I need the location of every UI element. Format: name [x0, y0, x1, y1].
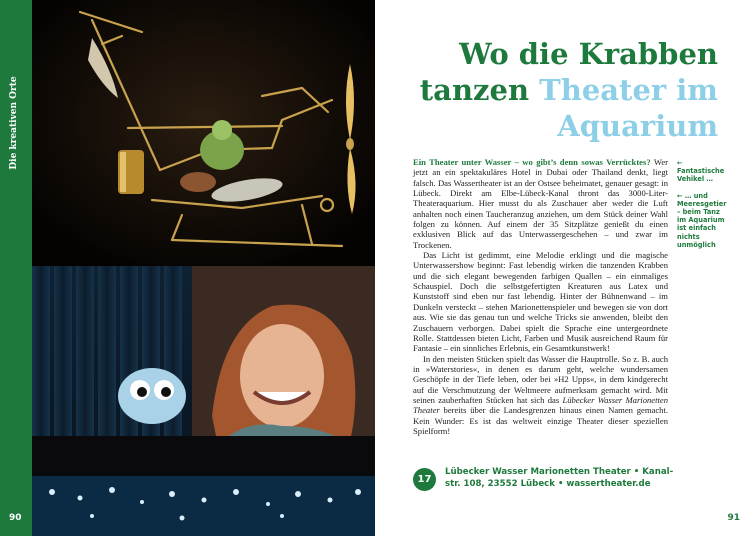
- headline-part-3: Theater im: [539, 73, 718, 107]
- article-headline: [398, 36, 718, 144]
- address-line-2: str. 108, 23552 Lübeck • wassertheater.de: [445, 478, 651, 489]
- location-address: [445, 467, 675, 490]
- body-paragraph-3: [413, 354, 668, 437]
- headline-line-3: [398, 108, 718, 144]
- body-paragraph-2: Das Licht ist gedimmt, eine Melodie erklingt und die magische Unterwassershow beginnt: Fast lebendig wirken die tanzenden Krabben und die sich elegant bewegenden farbigen Quallen – ein einmaliges Schauspiel. Doch die selbstgefertigten Kreaturen aus Latex und Kunststoff sind eben nur fast lebendig. Hinter der Bühnenwand – im Dunkeln versteckt – stehen Marionettenspieler und bewegen sie von dort aus. Wie sie das genau tun und welche Tricks sie anwenden, bleibt den Zuschauern verborgen. Dabei spielt die Sprache eine untergeordnete Rolle. Stattdessen bieten Licht, Farben und Musik ausreichend Raum für Fantasie – ein sinnliches Erlebnis, ein Gesamtkunstwerk!: [413, 250, 668, 354]
- right-page: [375, 0, 750, 536]
- body-text-3-end: bereits über die Landesgrenzen hinaus einen Namen gemacht. Kein Wunder: Es ist das weltweit einzige Theater dieser speziellen Spielform!: [413, 405, 668, 436]
- puppeteer-illustration: [32, 266, 375, 536]
- address-line-1: Lübecker Wasser Marionetten Theater • Kanal-: [445, 467, 674, 477]
- page-number-right: 91: [727, 513, 740, 523]
- article-body: [413, 157, 668, 436]
- headline-part-2: tanzen: [419, 73, 530, 107]
- photo-captions: [677, 159, 727, 257]
- headline-line-2: [398, 72, 718, 108]
- marionette-vehicle-illustration: [32, 0, 375, 266]
- section-label: Die kreativen Orte: [9, 76, 19, 170]
- body-text-3-emphasis: Lübecker Wasser Marionetten Theater: [413, 394, 668, 416]
- location-number-badge: 17: [413, 468, 436, 491]
- body-text-1: Wer jetzt an ein spektakuläres Hotel in Dubai oder Thailand denkt, liegt falsch. Das Wassertheater ist an der Ostsee beheimatet, genauer gesagt: in Lübeck. Direkt am Elbe-Lübeck-Kanal thront das 3000-Liter-Theateraquarium. Hier musst du als Zuschauer aber weder die Luft anhalten noch einen Taucheranzug anziehen, um dem Stück deiner Wahl folgen zu können. Auf einem der 35 Sitzplätze genießt du einen exklusiven Blick auf das Unterwassergeschehen – und zwar im Trockenen.: [413, 157, 668, 250]
- headline-part-1: Wo die Krabben: [459, 37, 718, 71]
- headline-line-1: [398, 36, 718, 72]
- location-info: [413, 468, 713, 498]
- photo-puppeteer: [32, 266, 375, 536]
- lead-question: Ein Theater unter Wasser – wo gibt’s denn sowas Verrücktes?: [413, 157, 651, 167]
- green-side-strip: [0, 0, 32, 536]
- caption-1: ← Fantastische Vehikel …: [677, 159, 725, 184]
- headline-part-4: Aquarium: [557, 109, 718, 143]
- body-paragraph-1: [413, 157, 668, 250]
- caption-2: ← … und Meeresgetier – beim Tanz im Aquarium ist einfach nichts unmöglich: [677, 191, 727, 249]
- photo-marionette-vehicle: [32, 0, 375, 266]
- body-text-3-start: In den meisten Stücken spielt das Wasser die Hauptrolle. So z. B. auch in »Waterstories«, in denen es darum geht, welche wundersamen Geschöpfe in der Tiefe leben, oder bei »H2 Upps«, in dem kindgerecht auf die Verschmutzung der Weltmeere aufmerksam gemacht wird. Mit seinen zauberhaften Stücken hat sich das: [413, 353, 668, 405]
- page-number-left: 90: [9, 513, 22, 523]
